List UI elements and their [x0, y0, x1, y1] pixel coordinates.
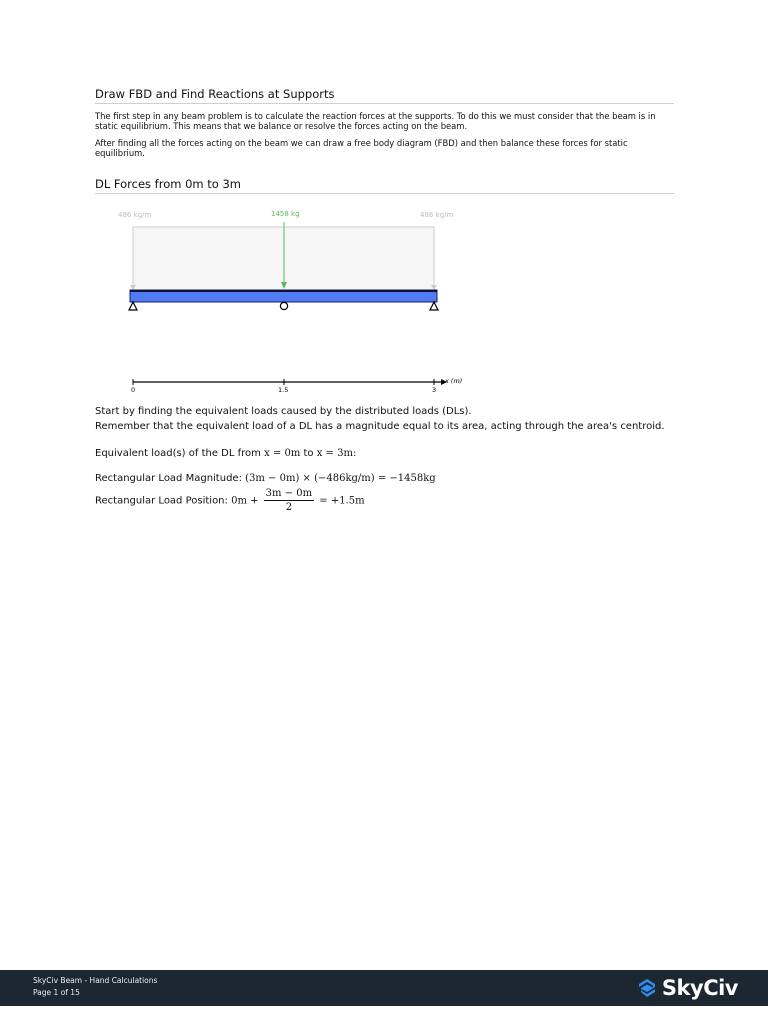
skyciv-logo-icon: [636, 977, 658, 999]
position-line: [95, 488, 365, 513]
magnitude-line: [95, 473, 436, 484]
position-numerator: 3m − 0m: [265, 488, 313, 499]
equivalent-load-prefix: Equivalent load(s) of the DL from: [95, 448, 261, 459]
skyciv-logo-text: SkyCiv: [661, 976, 738, 1000]
equivalent-load-start: x = 0m: [264, 448, 301, 459]
footer-title: SkyCiv Beam - Hand Calculations: [33, 976, 158, 985]
pin-support-left-icon: [129, 302, 137, 310]
position-result: = +1.5m: [319, 495, 365, 507]
magnitude-label: Rectangular Load Magnitude:: [95, 473, 242, 484]
intro-paragraph: The first step in any beam problem is to calculate the reaction forces at the supports. To do this we must consider that the beam is in static equilibrium. This means that we balance or resolve the forces acting on the beam.: [95, 111, 656, 131]
section-heading-reactions: Draw FBD and Find Reactions at Supports: [95, 86, 674, 104]
position-denominator: 2: [285, 502, 293, 513]
equivalent-load-end: x = 3m:: [316, 448, 357, 459]
x-axis-tick-label: 3: [432, 386, 437, 394]
section-heading-dl-forces: DL Forces from 0m to 3m: [95, 176, 674, 194]
equivalent-load-to: to: [303, 448, 314, 459]
dl-label-right: 486 kg/m: [420, 211, 454, 219]
x-axis-tick-label: 1.5: [278, 386, 289, 394]
x-axis-label: x (m): [445, 377, 463, 385]
fbd-paragraph: After finding all the forces acting on the beam we can draw a free body diagram (FBD) and then balance these forces for static equilibrium.: [95, 138, 628, 158]
equivalent-load-line: [95, 448, 356, 459]
beam-diagram: [95, 200, 675, 400]
page-footer: [0, 970, 768, 1006]
skyciv-logo: [636, 975, 738, 1001]
header-section: [95, 86, 674, 194]
footer-page-number: Page 1 of 15: [33, 988, 80, 997]
position-label: Rectangular Load Position:: [95, 495, 228, 507]
x-axis-tick-label: 0: [131, 386, 136, 394]
roller-support-middle-icon: [280, 302, 287, 309]
body-line-1: Start by finding the equivalent loads caused by the distributed loads (DLs).: [95, 406, 472, 417]
dl-label-left: 486 kg/m: [118, 211, 152, 219]
body-line-2: Remember that the equivalent load of a DL has a magnitude equal to its area, acting through the area's centroid.: [95, 421, 665, 432]
point-load-label: 1458 kg: [271, 210, 300, 218]
magnitude-expression: (3m − 0m) × (−486kg/m) = −1458kg: [245, 473, 436, 484]
position-start: 0m +: [231, 495, 259, 507]
pin-support-right-icon: [430, 302, 438, 310]
position-fraction: [264, 488, 314, 513]
